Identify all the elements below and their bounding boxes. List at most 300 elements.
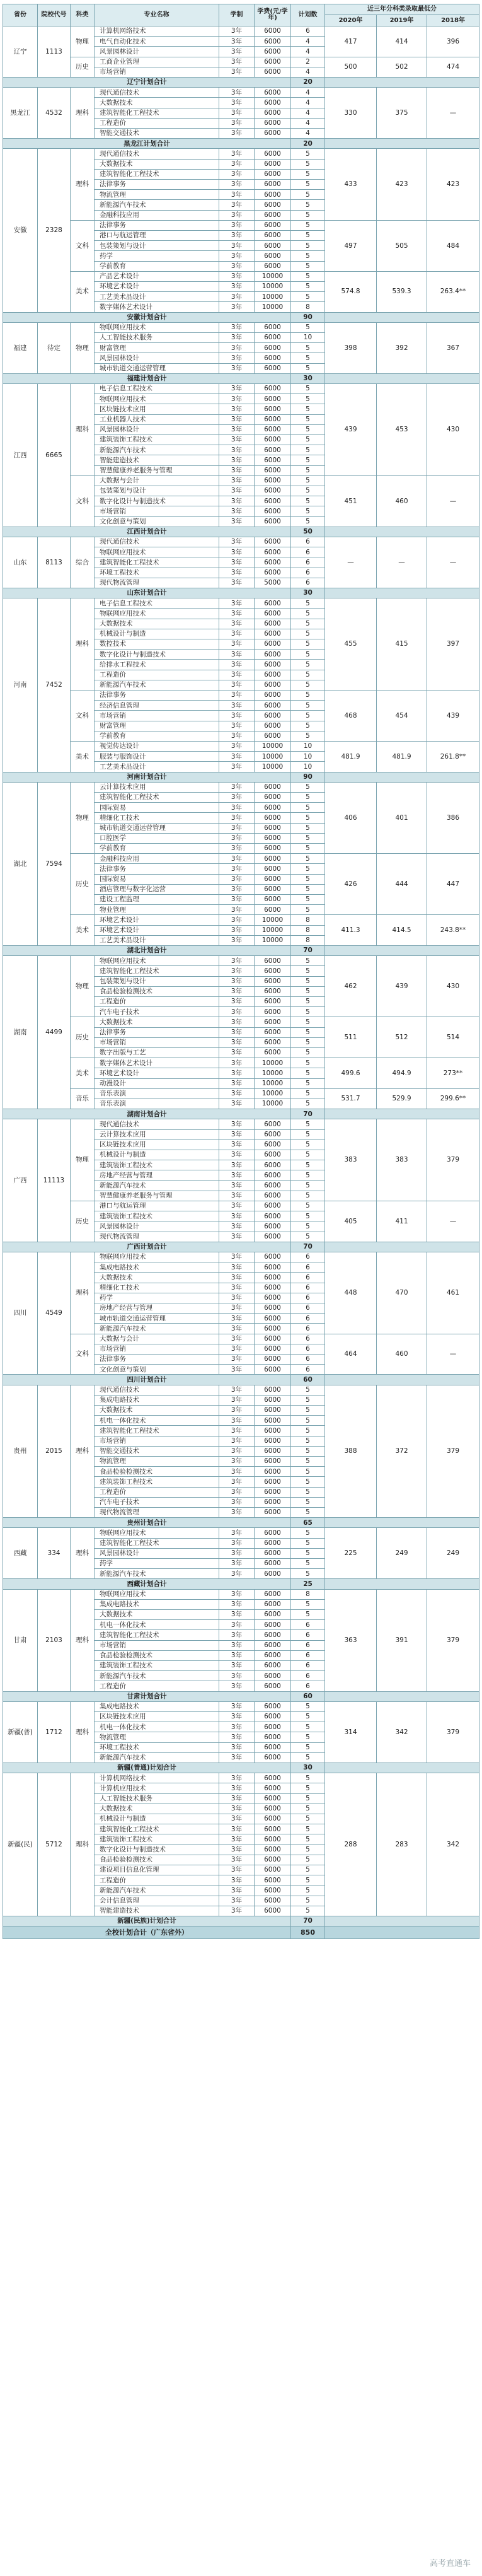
major-name: 数字化设计与制造技术: [95, 496, 219, 506]
score-2020: 406: [325, 783, 377, 854]
plan-count: 5: [291, 844, 325, 854]
major-name: 财富管理: [95, 721, 219, 731]
province-block: [3, 1528, 479, 1589]
tuition-fee: 6000: [255, 1130, 291, 1140]
tuition-fee: 10000: [255, 915, 291, 925]
major-name: 房地产经营与管理: [95, 1303, 219, 1314]
plan-count: 5: [291, 1150, 325, 1160]
province-summary-blank: [325, 946, 479, 956]
plan-count: 5: [291, 160, 325, 170]
major-name: 新能源汽车技术: [95, 1753, 219, 1763]
tuition-fee: 10000: [255, 752, 291, 762]
study-years: 3年: [219, 1416, 255, 1426]
plan-count: 5: [291, 1906, 325, 1916]
study-years: 3年: [219, 1221, 255, 1232]
score-2018: 461: [427, 1252, 479, 1334]
plan-count: 5: [291, 1191, 325, 1201]
province-summary-label: 河南计划合计: [3, 772, 291, 783]
major-name: 工艺美术品设计: [95, 936, 219, 946]
province-name: 广西: [3, 1119, 38, 1242]
study-years: 3年: [219, 108, 255, 119]
plan-count: 5: [291, 1160, 325, 1170]
study-years: 3年: [219, 905, 255, 915]
major-name: 区块链技术应用: [95, 404, 219, 414]
plan-count: 5: [291, 323, 325, 333]
study-years: 3年: [219, 1344, 255, 1355]
tuition-fee: 6000: [255, 108, 291, 119]
score-2020: 511: [325, 1017, 377, 1058]
score-2020: 383: [325, 1119, 377, 1201]
province-name: 福建: [3, 323, 38, 374]
plan-count: 5: [291, 1549, 325, 1559]
plan-count: 2: [291, 57, 325, 67]
study-years: 3年: [219, 241, 255, 251]
tuition-fee: 6000: [255, 343, 291, 353]
tuition-fee: 6000: [255, 1539, 291, 1549]
school-code: 1113: [38, 26, 71, 78]
province-summary-blank: [325, 1763, 479, 1773]
study-years: 3年: [219, 1610, 255, 1620]
study-years: 3年: [219, 1273, 255, 1283]
tuition-fee: 6000: [255, 813, 291, 823]
study-years: 3年: [219, 333, 255, 343]
province-summary-label: 新疆(普通)计划合计: [3, 1763, 291, 1773]
plan-count: 5: [291, 1119, 325, 1129]
plan-count: 5: [291, 691, 325, 701]
grand-total-row: [3, 1926, 479, 1939]
study-years: 3年: [219, 854, 255, 864]
major-name: 机电一体化技术: [95, 1722, 219, 1732]
study-years: 3年: [219, 1252, 255, 1262]
school-code: 2328: [38, 149, 71, 312]
tuition-fee: 6000: [255, 1773, 291, 1783]
plan-count: 5: [291, 1048, 325, 1058]
header-fee: 学费(元/学年): [255, 4, 291, 26]
province-summary-total: 70: [291, 1109, 325, 1119]
study-years: 3年: [219, 302, 255, 312]
plan-count: 5: [291, 1804, 325, 1814]
plan-count: 5: [291, 455, 325, 465]
province-block: [3, 88, 479, 149]
major-name: 国际贸易: [95, 803, 219, 813]
tuition-fee: 6000: [255, 1160, 291, 1170]
tuition-fee: 6000: [255, 895, 291, 905]
plan-count: 5: [291, 639, 325, 650]
tuition-fee: 6000: [255, 1834, 291, 1845]
major-name: 建设项目信息化管理: [95, 1865, 219, 1875]
tuition-fee: 6000: [255, 415, 291, 425]
tuition-fee: 6000: [255, 1334, 291, 1344]
plan-count: 5: [291, 1498, 325, 1508]
grand-total-value: 850: [291, 1926, 325, 1939]
tuition-fee: 6000: [255, 1875, 291, 1885]
study-years: 3年: [219, 57, 255, 67]
tuition-fee: 6000: [255, 1150, 291, 1160]
plan-count: 5: [291, 1385, 325, 1396]
major-name: 市场营销: [95, 67, 219, 78]
tuition-fee: 6000: [255, 1324, 291, 1334]
study-years: 3年: [219, 1150, 255, 1160]
plan-count: 4: [291, 119, 325, 129]
major-name: 工艺美术品设计: [95, 292, 219, 302]
tuition-fee: 6000: [255, 1221, 291, 1232]
study-years: 3年: [219, 435, 255, 445]
plan-count: 5: [291, 517, 325, 527]
plan-count: 6: [291, 1620, 325, 1630]
tuition-fee: 6000: [255, 1804, 291, 1814]
score-2018: 447: [427, 854, 479, 915]
tuition-fee: 6000: [255, 1303, 291, 1314]
subject-type: 文科: [71, 476, 95, 527]
score-2018: 484: [427, 221, 479, 272]
province-summary-blank: [325, 588, 479, 598]
subject-type: 历史: [71, 854, 95, 915]
study-years: 3年: [219, 1048, 255, 1058]
score-2019: 383: [377, 1119, 427, 1201]
plan-count: 6: [291, 1641, 325, 1651]
study-years: 3年: [219, 445, 255, 455]
plan-count: 6: [291, 1681, 325, 1691]
study-years: 3年: [219, 394, 255, 404]
province-name: 新疆(民): [3, 1773, 38, 1916]
study-years: 3年: [219, 1477, 255, 1487]
tuition-fee: 6000: [255, 1783, 291, 1793]
tuition-fee: 6000: [255, 1477, 291, 1487]
major-name: 法律事务: [95, 1355, 219, 1365]
tuition-fee: 10000: [255, 1058, 291, 1068]
tuition-fee: 6000: [255, 1437, 291, 1447]
major-name: 市场营销: [95, 1641, 219, 1651]
score-2020: 439: [325, 384, 377, 476]
province-block: [3, 783, 479, 956]
major-name: 现代物流管理: [95, 578, 219, 588]
plan-count: 5: [291, 1017, 325, 1027]
tuition-fee: 6000: [255, 557, 291, 568]
plan-count: 5: [291, 190, 325, 200]
major-name: 建筑智能化工程技术: [95, 1824, 219, 1834]
score-2018: 249: [427, 1528, 479, 1579]
score-2020: 417: [325, 26, 377, 57]
school-code: 4549: [38, 1252, 71, 1375]
province-block: [3, 956, 479, 1119]
tuition-fee: 6000: [255, 824, 291, 834]
province-block: [3, 26, 479, 88]
plan-count: 6: [291, 537, 325, 547]
plan-count: 5: [291, 793, 325, 803]
study-years: 3年: [219, 1437, 255, 1447]
major-name: 建筑智能化工程技术: [95, 793, 219, 803]
study-years: 3年: [219, 1590, 255, 1600]
study-years: 3年: [219, 793, 255, 803]
province-summary-blank: [325, 527, 479, 537]
major-name: 环境艺术设计: [95, 282, 219, 292]
province-block: [3, 598, 479, 783]
tuition-fee: 6000: [255, 1845, 291, 1855]
major-name: 数字化设计与制造技术: [95, 650, 219, 660]
study-years: 3年: [219, 1303, 255, 1314]
plan-count: 5: [291, 1559, 325, 1569]
tuition-fee: 6000: [255, 1590, 291, 1600]
plan-count: 5: [291, 415, 325, 425]
tuition-fee: 6000: [255, 466, 291, 476]
plan-count: 5: [291, 1783, 325, 1793]
plan-count: 5: [291, 506, 325, 516]
major-name: 集成电路技术: [95, 1262, 219, 1273]
province-summary-total: 30: [291, 588, 325, 598]
score-2019: 283: [377, 1773, 427, 1916]
study-years: 3年: [219, 670, 255, 680]
province-summary-total: 90: [291, 772, 325, 783]
plan-count: 5: [291, 660, 325, 670]
score-2018: 379: [427, 1702, 479, 1763]
tuition-fee: 6000: [255, 1355, 291, 1365]
plan-count: 4: [291, 88, 325, 98]
plan-count: 5: [291, 650, 325, 660]
major-name: 环境工程技术: [95, 568, 219, 578]
major-name: 包装策划与设计: [95, 977, 219, 987]
study-years: 3年: [219, 966, 255, 976]
tuition-fee: 6000: [255, 190, 291, 200]
tuition-fee: 6000: [255, 1017, 291, 1027]
study-years: 3年: [219, 977, 255, 987]
study-years: 3年: [219, 834, 255, 844]
study-years: 3年: [219, 557, 255, 568]
score-2019: 342: [377, 1702, 427, 1763]
tuition-fee: 10000: [255, 936, 291, 946]
plan-count: 5: [291, 496, 325, 506]
score-2020: 405: [325, 1201, 377, 1242]
major-name: 建设工程监理: [95, 895, 219, 905]
study-years: 3年: [219, 1232, 255, 1242]
school-code: 8113: [38, 537, 71, 588]
tuition-fee: 6000: [255, 547, 291, 557]
major-name: 视觉传达设计: [95, 742, 219, 752]
plan-count: 5: [291, 221, 325, 231]
tuition-fee: 6000: [255, 987, 291, 997]
study-years: 3年: [219, 1365, 255, 1375]
tuition-fee: 6000: [255, 1743, 291, 1753]
study-years: 3年: [219, 537, 255, 547]
province-block: [3, 1590, 479, 1702]
major-name: 电子信息工程技术: [95, 598, 219, 609]
major-name: 大数据技术: [95, 160, 219, 170]
plan-count: 5: [291, 680, 325, 691]
study-years: 3年: [219, 272, 255, 282]
tuition-fee: 6000: [255, 1641, 291, 1651]
subject-type: 美术: [71, 915, 95, 946]
plan-count: 5: [291, 241, 325, 251]
plan-count: 5: [291, 425, 325, 435]
plan-count: 5: [291, 1753, 325, 1763]
plan-count: 5: [291, 619, 325, 629]
tuition-fee: 6000: [255, 1416, 291, 1426]
score-2020: 451: [325, 476, 377, 527]
major-name: 云计算技术应用: [95, 783, 219, 793]
study-years: 3年: [219, 660, 255, 670]
plan-count: 5: [291, 1130, 325, 1140]
score-2019: —: [377, 537, 427, 588]
score-2019: 505: [377, 221, 427, 272]
study-years: 3年: [219, 1671, 255, 1681]
province-block: [3, 1252, 479, 1385]
major-name: 市场营销: [95, 1344, 219, 1355]
tuition-fee: 6000: [255, 37, 291, 47]
major-name: 学前教育: [95, 844, 219, 854]
study-years: 3年: [219, 824, 255, 834]
major-name: 人工智能技术服务: [95, 1794, 219, 1804]
tuition-fee: 6000: [255, 57, 291, 67]
score-2018: —: [427, 476, 479, 527]
study-years: 3年: [219, 650, 255, 660]
tuition-fee: 10000: [255, 742, 291, 752]
major-name: 智能交通技术: [95, 1447, 219, 1457]
study-years: 3年: [219, 547, 255, 557]
study-years: 3年: [219, 1038, 255, 1048]
plan-count: 5: [291, 1569, 325, 1579]
plan-count: 5: [291, 905, 325, 915]
study-years: 3年: [219, 37, 255, 47]
tuition-fee: 6000: [255, 711, 291, 721]
province-summary-blank: [325, 1109, 479, 1119]
study-years: 3年: [219, 742, 255, 752]
study-years: 3年: [219, 1508, 255, 1518]
tuition-fee: 6000: [255, 1488, 291, 1498]
study-years: 3年: [219, 496, 255, 506]
tuition-fee: 6000: [255, 875, 291, 885]
school-code: 2103: [38, 1590, 71, 1692]
tuition-fee: 6000: [255, 1038, 291, 1048]
major-name: 大数据技术: [95, 1406, 219, 1416]
study-years: 3年: [219, 639, 255, 650]
major-name: 建筑智能化工程技术: [95, 966, 219, 976]
plan-count: 5: [291, 1140, 325, 1150]
tuition-fee: 10000: [255, 282, 291, 292]
score-2019: 414: [377, 26, 427, 57]
plan-count: 5: [291, 1477, 325, 1487]
study-years: 3年: [219, 211, 255, 221]
province-summary-row: [3, 313, 479, 323]
province-summary-label: 辽宁计划合计: [3, 78, 291, 88]
plan-count: 5: [291, 1488, 325, 1498]
plan-count: 5: [291, 231, 325, 241]
study-years: 3年: [219, 731, 255, 742]
province-summary-label: 新疆(民族)计划合计: [3, 1916, 291, 1926]
header-score-group: 近三年分科类录取最低分: [325, 4, 479, 15]
major-name: 药学: [95, 1293, 219, 1303]
major-name: 机械设计与制造: [95, 1814, 219, 1824]
major-name: 市场营销: [95, 506, 219, 516]
tuition-fee: 6000: [255, 517, 291, 527]
score-2018: 397: [427, 598, 479, 691]
tuition-fee: 6000: [255, 783, 291, 793]
tuition-fee: 6000: [255, 1671, 291, 1681]
study-years: 3年: [219, 129, 255, 139]
province-name: 江西: [3, 384, 38, 527]
score-2020: 433: [325, 149, 377, 220]
study-years: 3年: [219, 404, 255, 414]
plan-count: 5: [291, 1743, 325, 1753]
major-name: 建筑智能化工程技术: [95, 108, 219, 119]
study-years: 3年: [219, 1140, 255, 1150]
score-2020: 462: [325, 956, 377, 1017]
plan-count: 6: [291, 1252, 325, 1262]
study-years: 3年: [219, 1426, 255, 1436]
tuition-fee: 10000: [255, 762, 291, 772]
tuition-fee: 10000: [255, 926, 291, 936]
tuition-fee: 6000: [255, 834, 291, 844]
study-years: 3年: [219, 221, 255, 231]
tuition-fee: 10000: [255, 292, 291, 302]
score-2020: 468: [325, 691, 377, 742]
tuition-fee: 6000: [255, 1119, 291, 1129]
tuition-fee: 6000: [255, 1028, 291, 1038]
score-2018: 514: [427, 1017, 479, 1058]
major-name: 智能交通技术: [95, 129, 219, 139]
tuition-fee: 6000: [255, 701, 291, 711]
study-years: 3年: [219, 47, 255, 57]
tuition-fee: 6000: [255, 598, 291, 609]
province-summary-row: [3, 139, 479, 149]
score-2018: 430: [427, 384, 479, 476]
score-2019: 454: [377, 691, 427, 742]
province-block: [3, 323, 479, 384]
study-years: 3年: [219, 619, 255, 629]
province-name: 辽宁: [3, 26, 38, 78]
study-years: 3年: [219, 578, 255, 588]
study-years: 3年: [219, 609, 255, 619]
tuition-fee: 6000: [255, 364, 291, 374]
province-name: 安徽: [3, 149, 38, 312]
major-name: 药学: [95, 251, 219, 261]
major-name: 人工智能技术服务: [95, 333, 219, 343]
score-2020: 330: [325, 88, 377, 139]
study-years: 3年: [219, 353, 255, 363]
province-summary-blank: [325, 1579, 479, 1589]
study-years: 3年: [219, 1528, 255, 1538]
study-years: 3年: [219, 1406, 255, 1416]
study-years: 3年: [219, 680, 255, 691]
major-name: 国际贸易: [95, 875, 219, 885]
plan-count: 5: [291, 598, 325, 609]
major-name: 建筑装饰工程技术: [95, 1477, 219, 1487]
major-name: 市场营销: [95, 1038, 219, 1048]
province-name: 黑龙江: [3, 88, 38, 139]
score-2020: 448: [325, 1252, 377, 1334]
major-name: 汽车电子技术: [95, 1498, 219, 1508]
province-summary-label: 安徽计划合计: [3, 313, 291, 323]
tuition-fee: 6000: [255, 680, 291, 691]
tuition-fee: 6000: [255, 445, 291, 455]
major-name: 物联网应用技术: [95, 323, 219, 333]
province-summary-row: [3, 78, 479, 88]
study-years: 3年: [219, 711, 255, 721]
major-name: 工程造价: [95, 1488, 219, 1498]
major-name: 法律事务: [95, 1028, 219, 1038]
score-2020: 388: [325, 1385, 377, 1518]
major-name: 汽车电子技术: [95, 1007, 219, 1017]
major-name: 房地产经营与管理: [95, 1170, 219, 1180]
school-code: 11113: [38, 1119, 71, 1242]
major-name: 物联网应用技术: [95, 1590, 219, 1600]
major-name: 市场营销: [95, 1437, 219, 1447]
major-name: 工商企业管理: [95, 57, 219, 67]
score-2018: —: [427, 1201, 479, 1242]
plan-count: 5: [291, 149, 325, 159]
major-name: 工程造价: [95, 119, 219, 129]
province-name: 新疆(普): [3, 1702, 38, 1763]
province-summary-row: [3, 374, 479, 384]
tuition-fee: 6000: [255, 1191, 291, 1201]
